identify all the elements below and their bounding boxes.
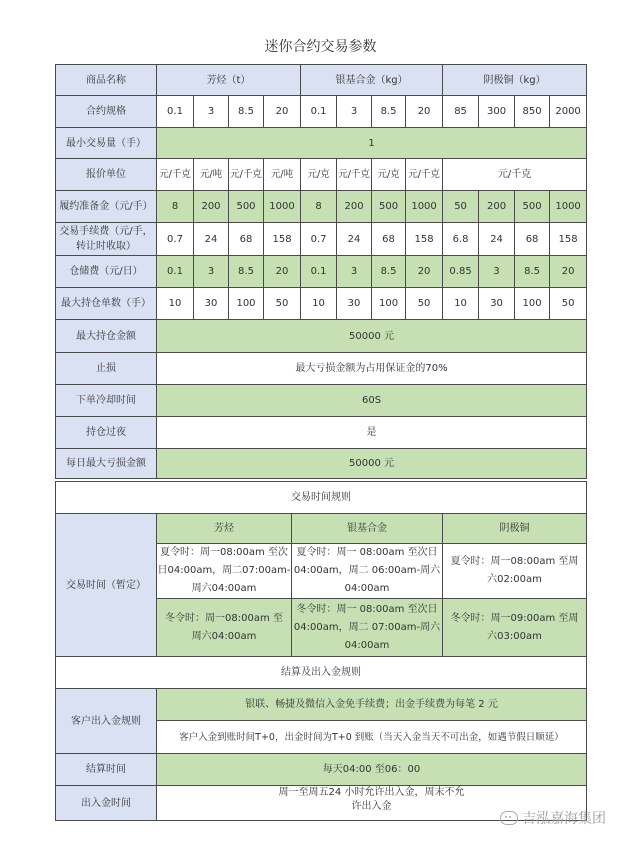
value-cell: 20 [406, 256, 443, 288]
value-cell: 3 [194, 96, 229, 128]
value-cell: 1000 [550, 191, 587, 223]
row-label: 合约规格 [56, 96, 157, 128]
table-row [56, 288, 587, 320]
value-cell: 元/千克 [337, 159, 372, 191]
value-cell: 0.1 [157, 256, 194, 288]
row-label: 持仓过夜 [56, 417, 157, 449]
row-label: 交易手续费（元/手，转让时收取） [56, 223, 157, 256]
row-value: 每天04:00 至06：00 [157, 754, 587, 786]
value-cell: 6.8 [443, 223, 479, 256]
product-header: 芳烃（t） [157, 65, 301, 96]
value-cell: 50 [550, 288, 587, 320]
value-cell: 300 [479, 96, 515, 128]
value-cell: 200 [194, 191, 229, 223]
value-cell: 8.5 [229, 96, 264, 128]
value-cell: 68 [515, 223, 550, 256]
value-cell: 0.7 [157, 223, 194, 256]
row-label: 客户出入金规则 [56, 689, 157, 754]
value-cell: 3 [337, 96, 372, 128]
value-cell: 8 [301, 191, 337, 223]
row-label: 每日最大亏损金额 [56, 449, 157, 479]
summer-time: 夏令时：周一08:00am 至次日04:00am，周二07:00am-周六04:00am [157, 544, 292, 599]
row-label: 最大持仓单数（手） [56, 288, 157, 320]
value-cell: 50 [443, 191, 479, 223]
row-label: 止损 [56, 353, 157, 385]
product-header: 芳烃 [157, 514, 292, 544]
summer-time: 夏令时：周一 08:00am 至次日04:00am，周二 06:00am-周六04:00am [292, 544, 443, 599]
wechat-icon [500, 811, 518, 825]
value-cell: 元/吨 [264, 159, 301, 191]
value-cell: 元/千克 [229, 159, 264, 191]
row-label: 最大持仓金额 [56, 320, 157, 353]
contract-params-table [55, 64, 587, 479]
value-cell: 500 [229, 191, 264, 223]
row-label: 交易时间（暂定） [56, 514, 157, 657]
table-row [56, 256, 587, 288]
value-cell: 2000 [550, 96, 587, 128]
row-value: 银联、畅捷及微信入金免手续费；出金手续费为每笔 2 元 [157, 689, 587, 721]
header-label: 商品名称 [56, 65, 157, 96]
value-cell: 20 [264, 256, 301, 288]
table-row [56, 159, 587, 191]
value-cell: 50 [264, 288, 301, 320]
winter-time: 冬令时：周一09:00am 至周六03:00am [443, 599, 587, 657]
watermark-text: 吉泓嘉海集团 [522, 811, 606, 827]
value-cell: 元/克 [372, 159, 406, 191]
value-cell: 元/千克 [157, 159, 194, 191]
value-cell: 158 [406, 223, 443, 256]
table-row [56, 449, 587, 479]
value-cell: 200 [337, 191, 372, 223]
value-cell: 100 [229, 288, 264, 320]
value-cell: 0.1 [301, 256, 337, 288]
value-cell: 10 [157, 288, 194, 320]
value-cell: 元/千克 [406, 159, 443, 191]
value-cell: 8.5 [372, 256, 406, 288]
value-cell: 20 [264, 96, 301, 128]
row-value: 客户入金到账时间T+0，出金时间为T+0 到账（当天入金当天不可出金，如遇节假日顺延） [157, 721, 587, 754]
value-cell: 68 [372, 223, 406, 256]
row-label: 最小交易量（手） [56, 128, 157, 159]
value-cell: 24 [337, 223, 372, 256]
rules-table [55, 481, 587, 821]
table-row [56, 128, 587, 159]
summer-time: 夏令时：周一08:00am 至周六02:00am [443, 544, 587, 599]
row-label: 下单冷却时间 [56, 385, 157, 417]
section-title: 结算及出入金规则 [56, 657, 587, 689]
value-cell: 158 [550, 223, 587, 256]
value-cell: 元/克 [301, 159, 337, 191]
product-header: 阴极铜（kg） [443, 65, 587, 96]
table-row [56, 385, 587, 417]
value-cell: 0.1 [301, 96, 337, 128]
value-cell: 3 [479, 256, 515, 288]
value-cell: 100 [372, 288, 406, 320]
value-cell: 500 [515, 191, 550, 223]
value-cell: 200 [479, 191, 515, 223]
value-cell: 20 [406, 96, 443, 128]
row-label: 报价单位 [56, 159, 157, 191]
value-cell: 850 [515, 96, 550, 128]
watermark [500, 808, 606, 828]
value-cell: 100 [515, 288, 550, 320]
winter-time: 冬令时：周一08:00am 至周六04:00am [157, 599, 292, 657]
table-row [56, 96, 587, 128]
row-value: 最大亏损金额为占用保证金的70% [157, 353, 587, 385]
table-row [56, 689, 587, 721]
row-value: 60S [157, 385, 587, 417]
section-row [56, 482, 587, 514]
row-value: 1 [157, 128, 587, 159]
value-cell: 158 [264, 223, 301, 256]
page-title: 迷你合约交易参数 [264, 39, 377, 55]
value-cell: 500 [372, 191, 406, 223]
value-cell: 8.5 [229, 256, 264, 288]
table-row [56, 754, 587, 786]
row-label: 仓储费（元/日） [56, 256, 157, 288]
row-label: 出入金时间 [56, 786, 157, 821]
value-cell: 30 [337, 288, 372, 320]
row-value: 是 [157, 417, 587, 449]
row-value: 周一至周五24 小时允许出入金，周末不允许出入金 [157, 786, 587, 821]
table-row [56, 320, 587, 353]
value-cell: 0.1 [157, 96, 194, 128]
value-cell: 20 [550, 256, 587, 288]
section-row [56, 657, 587, 689]
value-cell: 0.85 [443, 256, 479, 288]
table-row [56, 514, 587, 544]
row-label: 结算时间 [56, 754, 157, 786]
table-row [56, 223, 587, 256]
value-cell: 1000 [264, 191, 301, 223]
value-cell: 24 [194, 223, 229, 256]
value-cell: 10 [443, 288, 479, 320]
value-cell-merged: 元/千克 [443, 159, 587, 191]
product-header: 阴极铜 [443, 514, 587, 544]
product-header: 银基合金 [292, 514, 443, 544]
row-value: 50000 元 [157, 320, 587, 353]
value-cell: 3 [194, 256, 229, 288]
value-cell: 元/吨 [194, 159, 229, 191]
value-cell: 85 [443, 96, 479, 128]
row-label: 履约准备金（元/手） [56, 191, 157, 223]
value-cell: 30 [194, 288, 229, 320]
value-cell: 0.7 [301, 223, 337, 256]
value-cell: 50 [406, 288, 443, 320]
value-cell: 10 [301, 288, 337, 320]
value-cell: 24 [479, 223, 515, 256]
section-title: 交易时间规则 [56, 482, 587, 514]
value-cell: 1000 [406, 191, 443, 223]
winter-time: 冬令时：周一 08:00am 至次日04:00am，周二 07:00am-周六04:00am [292, 599, 443, 657]
table-row [56, 353, 587, 385]
value-cell: 8.5 [372, 96, 406, 128]
product-header: 银基合金（kg） [301, 65, 443, 96]
value-cell: 68 [229, 223, 264, 256]
value-cell: 8.5 [515, 256, 550, 288]
value-cell: 8 [157, 191, 194, 223]
value-cell: 30 [479, 288, 515, 320]
table-row [56, 417, 587, 449]
row-value: 50000 元 [157, 449, 587, 479]
header-row [56, 65, 587, 96]
table-row [56, 191, 587, 223]
value-cell: 3 [337, 256, 372, 288]
